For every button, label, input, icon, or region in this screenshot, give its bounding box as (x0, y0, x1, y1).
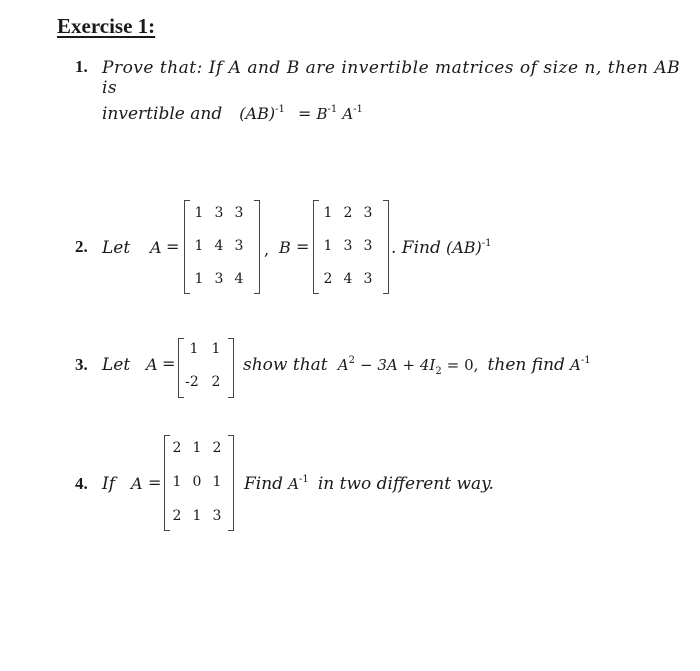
q2-number: 2. (75, 237, 88, 256)
q2-let: Let (102, 238, 131, 258)
q2-b-label: B (279, 238, 291, 257)
q3-inv-sup: -1 (580, 355, 591, 366)
matrix-cell: 1 (323, 205, 333, 221)
q3-sq-sup: 2 (348, 355, 355, 366)
matrix-cell: 1 (194, 271, 204, 287)
matrix-cell: 4 (214, 238, 224, 254)
q3-statement (243, 355, 591, 375)
q3-then-find: then find (487, 355, 565, 375)
q3-eq-end: = 0, (446, 356, 479, 374)
matrix-cell: -2 (185, 374, 199, 390)
q4-equals: = (148, 473, 162, 492)
q3-sub2: 2 (435, 366, 442, 377)
q3-matrix-a (178, 338, 234, 398)
matrix-cell: 2 (343, 205, 353, 221)
matrix-cell: 1 (212, 474, 222, 490)
q4-if: If (102, 474, 116, 494)
q4-number: 4. (75, 474, 88, 493)
q4-rest: in two different way. (317, 474, 494, 494)
exercise-title: Exercise 1: (57, 14, 156, 38)
q2-find-text: . Find (391, 238, 441, 258)
matrix-cell: 4 (234, 271, 244, 287)
q3-a-label: A (146, 355, 158, 374)
q2-matrix-a (184, 200, 260, 294)
q1-number: 1. (75, 57, 88, 76)
q3-eq-mid: − 3A + 4I (360, 356, 436, 374)
q2-equals-a: = (166, 237, 180, 256)
matrix-cell: 3 (343, 238, 353, 254)
matrix-cell: 3 (214, 271, 224, 287)
q4-find: Find (244, 474, 284, 494)
q4-a-label: A (131, 474, 143, 493)
q1-statement-line2 (102, 104, 363, 124)
q1-inv-sup-2: -1 (327, 104, 338, 115)
matrix-cell: 3 (212, 508, 222, 524)
matrix-cell: 1 (194, 238, 204, 254)
matrix-cell: 3 (234, 238, 244, 254)
matrix-cell: 1 (172, 474, 182, 490)
matrix-cell: 3 (363, 238, 373, 254)
matrix-cell: 1 (192, 440, 202, 456)
q2-inv-sup: -1 (481, 238, 492, 249)
q1-inv-sup-3: -1 (353, 104, 363, 115)
matrix-cell: 3 (214, 205, 224, 221)
matrix-cell: 1 (323, 238, 333, 254)
q3-equals: = (162, 354, 176, 373)
matrix-cell: 3 (363, 205, 373, 221)
matrix-cell: 1 (189, 341, 199, 357)
q3-find-a: A (570, 356, 581, 374)
q1-inv-sup-1: -1 (275, 104, 285, 115)
q2-find-expr: (AB) (445, 238, 482, 257)
matrix-cell: 2 (172, 440, 182, 456)
matrix-cell: 4 (343, 271, 353, 287)
q4-matrix-a (164, 435, 234, 531)
q3-let: Let (102, 355, 131, 375)
q1-formula-lhs: (AB) (239, 104, 276, 123)
matrix-cell: 3 (363, 271, 373, 287)
matrix-cell: 1 (192, 508, 202, 524)
q3-show-that: show that (243, 355, 328, 375)
matrix-cell: 2 (212, 440, 222, 456)
matrix-cell: 3 (234, 205, 244, 221)
q2-comma: , (264, 240, 270, 259)
q4-find-a: A (288, 475, 300, 493)
q1-equals: = (297, 104, 312, 123)
matrix-cell: 0 (192, 474, 202, 490)
q1-b: B (316, 105, 328, 123)
matrix-cell: 1 (194, 205, 204, 221)
matrix-cell: 2 (211, 374, 221, 390)
matrix-cell: 2 (323, 271, 333, 287)
q2-find (391, 238, 492, 258)
q4-statement (244, 474, 494, 494)
matrix-cell: 2 (172, 508, 182, 524)
q4-inv-sup: -1 (299, 474, 309, 485)
matrix-cell: 1 (211, 341, 221, 357)
q2-a-label: A (150, 238, 162, 257)
q2-equals-b: = (296, 237, 310, 256)
q1-a: A (342, 105, 354, 123)
q1-statement-line1: Prove that: If A and B are invertible matrices of size n, then AB is (102, 58, 681, 98)
q1-invertible-and: invertible and (102, 104, 223, 124)
q3-eq-a: A (337, 356, 349, 374)
q2-matrix-b (313, 200, 389, 294)
q3-number: 3. (75, 355, 88, 374)
